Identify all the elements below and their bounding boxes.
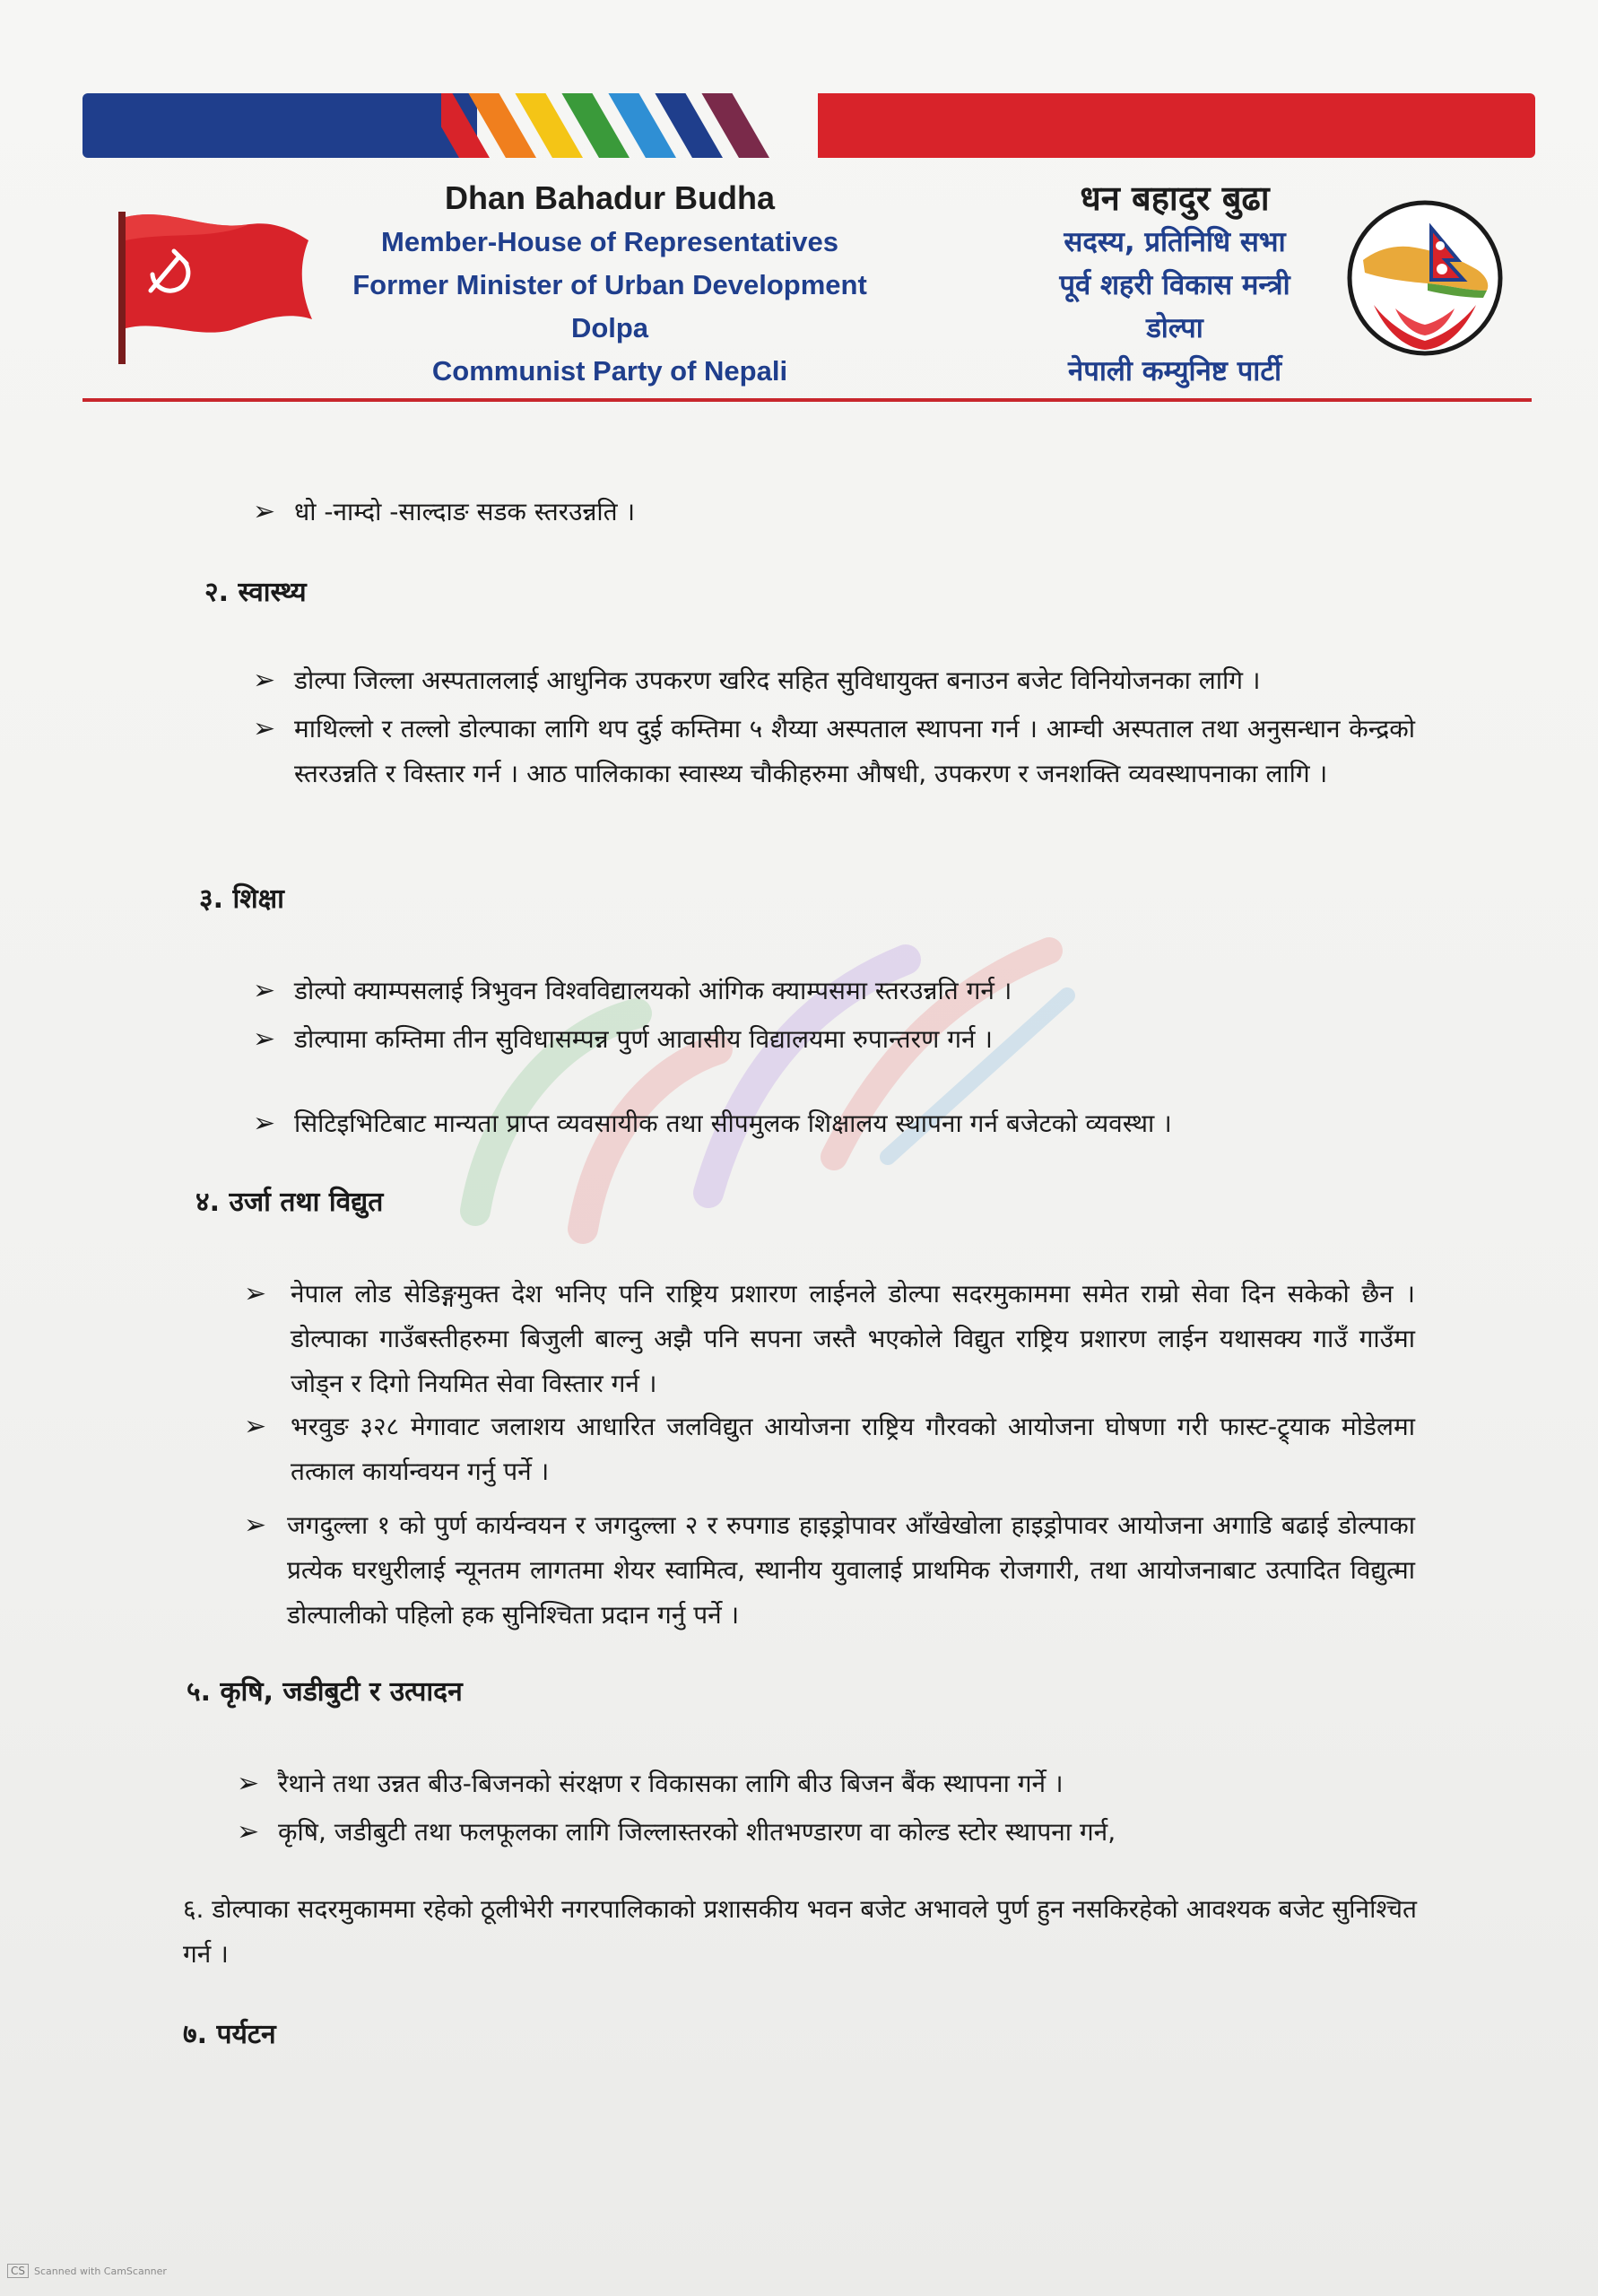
bullet-text: नेपाल लोड सेडिङ्गमुक्त देश भनिए पनि राष्ट्रिय प्रशारण लाईनले डोल्पा सदरमुकाममा समेत राम्रो सेवा दिन सकेको छैन । डोल्पाका गाउँबस्तीहरुमा बिजुली बाल्नु अझै पनि सपना जस्तै भएकोले विद्युत राष्ट्रिय प्रशारण लाईन यथासक्य गाउँ गाउँमा जोड्न र दिगो नियमित सेवा विस्तार गर्न । <box>291 1279 1415 1398</box>
arrow-bullet-icon: ➢ <box>244 1411 267 1442</box>
numbered-paragraph: ६. डोल्पाका सदरमुकाममा रहेको ठूलीभेरी नगरपालिकाको प्रशासकीय भवन बजेट अभावले पुर्ण हुन नसकिरहेको आवश्यक बजेट सुनिश्चित गर्न । <box>183 1894 1417 1969</box>
arrow-bullet-icon: ➢ <box>253 1023 276 1055</box>
scanner-watermark <box>7 2264 167 2278</box>
list-item <box>244 1405 1415 1494</box>
arrow-bullet-icon: ➢ <box>253 975 276 1006</box>
arrow-bullet-icon: ➢ <box>244 1278 267 1309</box>
bullet-text: सिटिइभिटिबाट मान्यता प्राप्त व्यवसायीक तथा सीपमुलक शिक्षालय स्थापना गर्न बजेटको व्यवस्था । <box>294 1109 1172 1138</box>
list-item <box>253 490 1419 535</box>
list-item <box>244 1272 1415 1406</box>
bullet-text: धो -नाम्दो -साल्दाङ सडक स्तरउन्नति । <box>294 497 636 526</box>
former-role-english: Former Minister of Urban Development <box>352 269 867 300</box>
section-heading: ७. पर्यटन <box>183 2019 276 2050</box>
position-english: Member-House of Representatives <box>381 226 838 257</box>
position-nepali: सदस्य, प्रतिनिधि सभा <box>1064 226 1286 258</box>
list-item <box>253 1101 1415 1146</box>
arrow-bullet-icon: ➢ <box>237 1768 260 1799</box>
party-english: Communist Party of Nepali <box>431 355 788 387</box>
bullet-text: माथिल्लो र तल्लो डोल्पाका लागि थप दुई कम्तिमा ५ शैय्या अस्पताल स्थापना गर्न । आम्ची अस्पताल तथा अनुसन्धान केन्द्रको स्तरउन्नति र विस्तार गर्न । आठ पालिकाका स्वास्थ्य चौकीहरुमा औषधी, उपकरण र जनशक्ति व्यवस्थापनाका लागि । <box>294 714 1415 788</box>
arrow-bullet-icon: ➢ <box>253 496 276 527</box>
list-item <box>237 1810 1415 1855</box>
arrow-bullet-icon: ➢ <box>253 1108 276 1139</box>
list-item <box>253 969 1415 1013</box>
bullet-text: डोल्पामा कम्तिमा तीन सुविधासम्पन्न पुर्ण आवासीय विद्यालयमा रुपान्तरण गर्न । <box>294 1024 994 1054</box>
former-role-nepali: पूर्व शहरी विकास मन्त्री <box>1059 269 1290 301</box>
bullet-text: रैथाने तथा उन्नत बीउ-बिजनको संरक्षण र विकासका लागि बीउ बिजन बैंक स्थापना गर्ने । <box>278 1769 1064 1798</box>
district-nepali: डोल्पा <box>1146 312 1203 344</box>
camscanner-icon: CS <box>7 2264 29 2278</box>
section-heading: ४. उर्जा तथा विद्युत <box>195 1187 384 1218</box>
bullet-text: डोल्पो क्याम्पसलाई त्रिभुवन विश्वविद्यालयको आंगिक क्याम्पसमा स्तरउन्नति गर्न । <box>294 976 1012 1005</box>
arrow-bullet-icon: ➢ <box>244 1509 267 1541</box>
list-item <box>244 1503 1415 1638</box>
list-item <box>253 1017 1415 1062</box>
section-heading: २. स्वास्थ्य <box>204 577 307 608</box>
arrow-bullet-icon: ➢ <box>237 1816 260 1848</box>
bullet-text: डोल्पा जिल्ला अस्पताललाई आधुनिक उपकरण खरिद सहित सुविधायुक्त बनाउन बजेट विनियोजनका लागि । <box>294 665 1261 695</box>
name-nepali: धन बहादुर बुढा <box>1080 178 1270 218</box>
district-english: Dolpa <box>570 312 649 344</box>
bullet-text: जगदुल्ला १ को पुर्ण कार्यन्वयन र जगदुल्ला २ र रुपगाड हाइड्रोपावर आँखेखोला हाइड्रोपावर आयोजना अगाडि बढाई डोल्पाका प्रत्येक घरधुरीलाई न्यूनतम लागतमा शेयर स्वामित्व, स्थानीय युवालाई प्राथमिक रोजगारी, तथा आयोजनाबाट उत्पादित विद्युत्मा डोल्पालीको पहिलो हक सुनिश्चिता प्रदान गर्नु पर्ने । <box>287 1510 1415 1630</box>
list-item <box>253 658 1415 703</box>
bullet-text: भरवुङ ३२८ मेगावाट जलाशय आधारित जलविद्युत आयोजना राष्ट्रिय गौरवको आयोजना घोषणा गरी फास्ट-ट्र्याक मोडेलमा तत्काल कार्यान्वयन गर्नु पर्ने । <box>291 1412 1415 1486</box>
arrow-bullet-icon: ➢ <box>253 665 276 696</box>
arrow-bullet-icon: ➢ <box>253 713 276 744</box>
section-heading: ३. शिक्षा <box>199 883 284 915</box>
bullet-text: कृषि, जडीबुटी तथा फलफूलका लागि जिल्लास्तरको शीतभण्डारण वा कोल्ड स्टोर स्थापना गर्न, <box>278 1817 1116 1847</box>
section-heading: ५. कृषि, जडीबुटी र उत्पादन <box>187 1676 463 1708</box>
list-item <box>253 707 1415 796</box>
list-item <box>237 1761 1415 1806</box>
scanner-text: Scanned with CamScanner <box>34 2266 167 2277</box>
name-english: Dhan Bahadur Budha <box>444 179 775 216</box>
party-nepali: नेपाली कम्युनिष्ट पार्टी <box>1068 355 1281 387</box>
